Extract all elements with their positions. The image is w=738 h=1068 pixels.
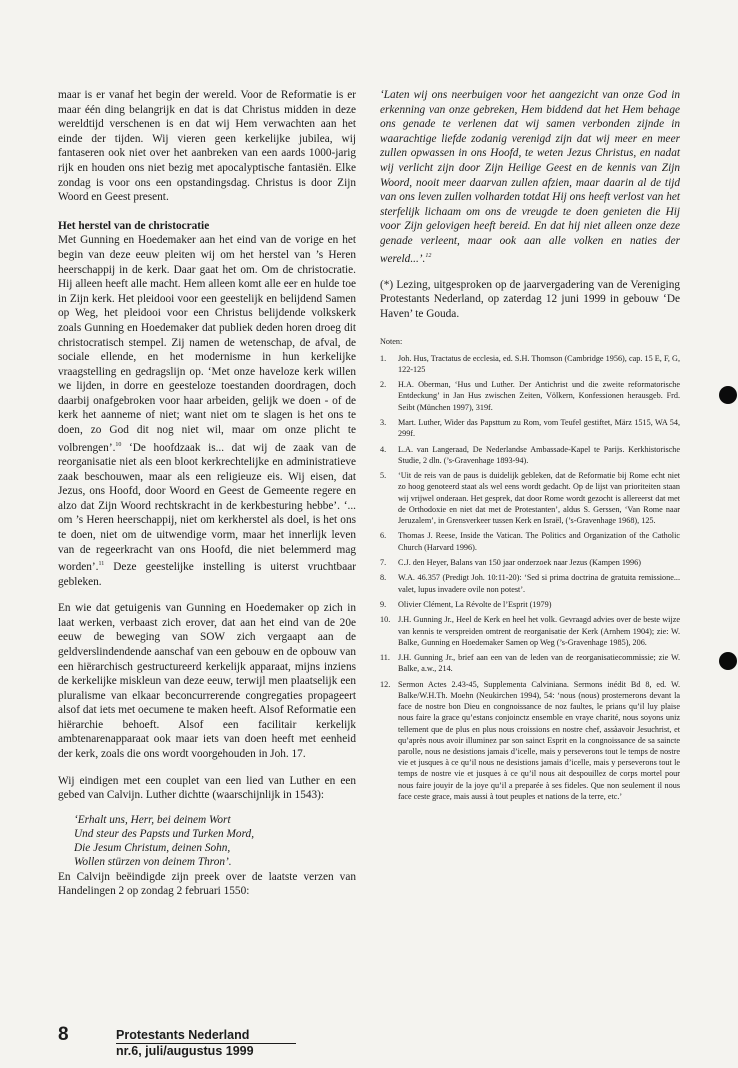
note-text: H.A. Oberman, ‘Hus und Luther. Der Antichrist und die zweite reformatorische Entdeckung’ in Jan Hus zwischen Zeiten, Völkern, Konfessionen herausgeb. Frd. Seibt (München 1997), 319f. [398,380,680,412]
note-item [380,530,680,552]
note-number: 5. [380,471,387,481]
magazine-footer [116,1028,296,1058]
note-text: J.H. Gunning Jr., Heel de Kerk en heel het volk. Gevraagd advies over de beste wijze van kennis te verspreiden omtrent de reorganisatie der Kerk (Arnhem 1904); zie: W. Balke, Gunning en Hoedemaker Samen op Weg (’s-Gravenhage 1985), 206. [398,615,680,647]
punch-hole [719,386,737,404]
note-number: 8. [380,573,387,583]
note-item [380,353,680,375]
note-number: 12. [380,679,391,689]
paragraph-luther: Wij eindigen met een couplet van een lied van Luther en een gebed van Calvijn. Luther dichtte (waarschijnlijk in 1543): [58,774,356,802]
note-item [380,599,680,610]
note-text: Joh. Hus, Tractatus de ecclesia, ed. S.H. Thomson (Cambridge 1956), cap. 15 E, F, G, 122-125 [398,353,680,374]
page-number: 8 [58,1024,69,1045]
quote-text: ‘Laten wij ons neerbuigen voor het aangezicht van onze God in erkenning van onze gebreken, Hem biddend dat het Hem behage ons genade te verlenen dat wij samen verbonden zijnde in waarachtige liefde zodanig verenigd zijn dat wij meer en meer zullen opwassen in ons Hoofd, te weten Jezus Christus, en nadat wij verlicht zijn door Zijn Heilige Geest en de kennis van Zijn Woord, nooit meer daarvan zullen afzien, maar daarin al de tijd van ons leven zullen volharden totdat Hij ons heeft verlost van het sterfelijk lichaam om ons de vreugde te doen genieten die Hij voor Zijn gelovigen heeft bereid. En dat hij niet alleen onze deze genade verleent, maar ook aan alle volken en naties der wereld...’. [380,89,680,265]
lecture-note: (*) Lezing, uitgesproken op de jaarvergadering van de Vereniging Protestants Nederland, op zaterdag 12 juni 1999 in gebouw ‘De Haven’ te Gouda. [380,278,680,321]
note-text: L.A. van Langeraad, De Nederlandse Ambassade-Kapel te Parijs. Kerkhistorische Studie, 2 dln. (’s-Gravenhage 1893-94). [398,444,680,465]
note-number: 3. [380,418,387,428]
note-number: 10. [380,615,391,625]
note-number: 1. [380,353,387,363]
note-item [380,614,680,648]
footnote-ref: 12 [425,252,432,259]
note-item [380,470,680,526]
note-item [380,379,680,413]
note-text: Olivier Clément, La Révolte de l’Esprit (1979) [398,600,552,610]
note-number: 4. [380,444,387,454]
calvin-prayer-quote [380,88,680,266]
note-number: 11. [380,653,390,663]
paragraph-christocratie [58,233,356,589]
note-item [380,444,680,466]
note-text: Mart. Luther, Wider das Papsttum zu Rom, vom Teufel gestiftet, März 1515, WA 54, 299f. [398,418,680,439]
note-text: W.A. 46.357 (Predigt Joh. 10:11-20): ‘Sed si prima doctrina de gratuita remissione... valet, lupus invadere ovile non potest’. [398,573,680,594]
paragraph-intro: maar is er vanaf het begin der wereld. Voor de Reformatie is er maar één ding belangrijk en dat is dat Christus midden in deze wereldtijd verschenen is en dat wij Hem verwachten aan het einde der tijden. Wij vieren geen kerkelijke jubilea, wij fantaseren ook niet over het aanbreken van een aards 1000-jarig rijk en houden ons niet bezig met apocalyptische fantasiën. Elke zondag is voor ons een opstandingsdag. Christus is door Zijn Woord en Geest present. [58,89,356,204]
poem-line: Wollen stürzen von deinem Thron’. [74,856,232,869]
poem-line: Die Jesum Christum, deinen Sohn, [74,842,231,855]
note-item [380,679,680,802]
note-number: 9. [380,600,387,610]
poem-line: ‘Erhalt uns, Herr, bei deinem Wort [74,813,231,826]
note-item [380,417,680,439]
note-item [380,652,680,674]
right-column [380,88,680,806]
note-text: C.J. den Heyer, Balans van 150 jaar onderzoek naar Jezus (Kampen 1996) [398,558,641,568]
paragraph-text: Deze geestelijke instelling is uiterst vruchtbaar gebleken. [58,560,356,588]
issue-info: nr.6, juli/augustus 1999 [116,1044,254,1058]
paragraph-sow: En wie dat getuigenis van Gunning en Hoedemaker op zich in laat werken, verbaast zich erover, dat aan het eind van de 20e eeuw de beweging van SOW zich vergaapt aan de geldverslindendende aanschaf van een gebouw en de opbouw van een hiërarchisch gestructureerd kerkelijk apparaat, mijns inziens de kerkelijke miskleun van deze eeuw, terwijl men plaatselijk een pluralisme van elkaar beconcurrerende congregaties propageert alsof dat iets met oecumene te maken heeft. Alsof Reformatie een hiërarchie behoeft. Alsof een facilitair kerkelijk ambtenarenapparaat ook maar iets van doen heeft met eenheid der kerk, zoals die ons wordt voorgehouden in Joh. 17. [58,602,356,761]
punch-hole [719,652,737,670]
note-text: Thomas J. Reese, Inside the Vatican. The Politics and Organization of the Catholic Church (Harvard 1996). [398,531,680,552]
note-text: ‘Uit de reis van de paus is duidelijk gebleken, dat de Reformatie bij Rome echt niet zo hoog genoteerd staat als wel eens wordt gedacht. Op de lijst van prioriteiten staan wij vrijwel onderaan. Het gesprek, dat door Rome wordt gezocht is allereerst dat met de Orthodoxie en niet dat met de Protestanten’, aldus S. Gerssen, ‘Van Rome naar Jeruzalem’, in Grensverkeer tussen Kerk en Israël, (’s-Gravenhage 1968), 125. [398,471,680,526]
note-number: 2. [380,380,387,390]
note-item [380,557,680,568]
note-text: Sermon Actes 2.43-45, Supplementa Calviniana. Sermons inédit Bd 8, ed. W. Balke/W.H.Th. Moehn (Neukirchen 1994), 54: ‘nous (nous) prosternerons devant la face de nostre bon Dieu en congnoissance de noz faultes, le prians qu’il luy plaise nous faire la grace qu’estans conjoinctz ensemble en vraye charité, nous soyons uniz tellement que de plus en plus nous croissions en nostre chef, assàavoir Jesuchrist, et qu’après nous avoir illuminez par son sainct Esprit en la congnoissance de sa saincte parolle, nous ne desistions jamais d’icelle, mais y perseverons tout le temps de nostre vie et jusques à ce qu’il nous ne desistions jamais d’icelle, mais y perseverons tout le temps de nostre vie et jusques à ce qu’il nous ait despouillez de corps mortel pour nous faire jouyir de la joye qu’il a preparée à ses fideles. Que non seulement il nous face ceste grace, mais aussi à tout peuples et nations de la terre, etc.’ [398,679,680,801]
luther-poem [74,813,356,870]
section-heading: Het herstel van de christocratie [58,219,210,232]
paragraph-text: Met Gunning en Hoedemaker aan het eind van de vorige en het begin van deze eeuw pleiten wij om het herstel van ’s Heren heerschappij in de kerk. Daar gaat het om. Om de christocratie. Hij alleen heeft alle macht. Hem alleen komt alle eer en hulde toe in Zijn kerk. Het pleidooi voor een geestelijk en belijdend Samen op Weg, het pleidooi voor een Christus belijdende volkskerk zoals Gunning en Hoedemaker dat publiek deden horen droeg dit christocratisch stempel. Zij namen de wetenschap, de afval, de sociale ellende, en het modernisme in hun kerkelijke vraagstelling en gedragslijn op. ‘Met onze haveloze kerk willen we lijden, in dorre en geesteloze toestanden doordragen, doch daarbij onafgebroken voor haar arbeiden, gelijk we doen - of de kerk het aanneme of niet; want niet om te slagen is het ons te doen, zo God dit nog niet wil, maar om onze plicht te volbrengen’. [58,234,356,454]
footnote-ref: 10 [115,441,122,448]
note-number: 6. [380,531,387,541]
footnote-ref: 11 [98,561,105,568]
notes-list [380,353,680,802]
note-item [380,572,680,594]
note-number: 7. [380,558,387,568]
notes-heading: Noten: [380,336,403,346]
magazine-title: Protestants Nederland [116,1028,250,1042]
note-text: J.H. Gunning Jr., brief aan een van de leden van de reorganisatiecommissie; zie W. Balke, a.w., 214. [398,653,680,674]
poem-line: Und steur des Papsts und Turken Mord, [74,828,255,841]
left-column [58,88,356,899]
paragraph-calvijn: En Calvijn beëindigde zijn preek over de laatste verzen van Handelingen 2 op zondag 2 februari 1550: [58,870,356,898]
paragraph-text: ‘De hoofdzaak is... dat wij de zaak van de reorganisatie niet als een bloot kerkrechtelijke en administratieve zaak beschouwen, maar als een religieuze eis. Wij eisen, dat Jezus, ons Hoofd, door Woord en Geest de Gemeente regere en alzo dat Zijn Woord rechtskracht in de kerkbesturing hebbe’. ‘... om ’s Heren heerschappij, niet om kerkherstel als doel, is het ons te doen, niet om de uitwendige vorm, maar het innerlijk leven van de regeerkracht van ons Hoofd, die niet belemmerd mag worden’. [58,441,356,573]
